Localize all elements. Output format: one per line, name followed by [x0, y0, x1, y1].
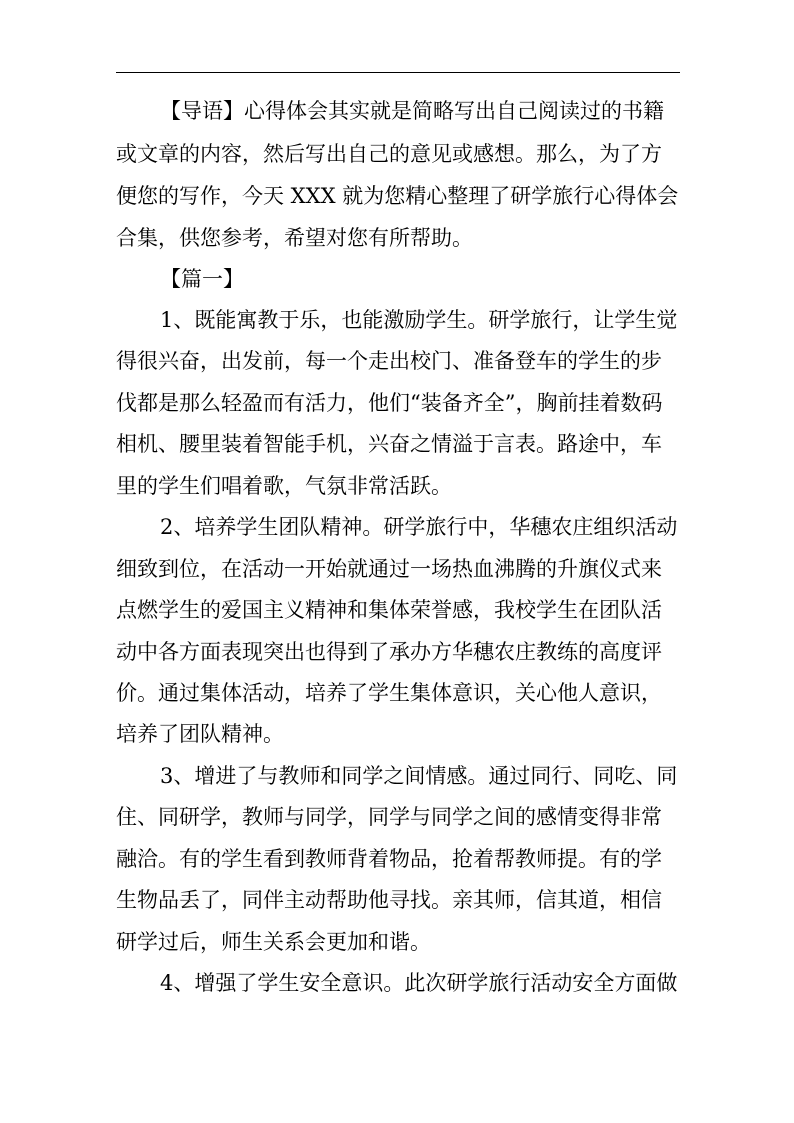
paragraph-line: 研学过后，师生关系会更加和谐。 — [116, 930, 431, 954]
paragraph-line: 融洽。有的学生看到教师背着物品，抢着帮教师提。有的学 — [116, 847, 662, 871]
intro-line: 【导语】心得体会其实就是简略写出自己阅读过的书籍 — [160, 99, 664, 123]
paragraph-line: 点燃学生的爱国主义精神和集体荣誉感，我校学生在团队活 — [116, 598, 662, 622]
section-heading: 【篇一】 — [160, 267, 244, 291]
paragraph-line: 细致到位，在活动一开始就通过一场热血沸腾的升旗仪式来 — [116, 557, 662, 581]
intro-line: 合集，供您参考，希望对您有所帮助。 — [116, 226, 473, 250]
paragraph-line: 相机、腰里装着智能手机，兴奋之情溢于言表。路途中，车 — [116, 432, 662, 456]
paragraph-line: 动中各方面表现突出也得到了承办方华穗农庄教练的高度评 — [116, 640, 662, 664]
paragraph-line: 3、增进了与教师和同学之间情感。通过同行、同吃、同 — [160, 764, 678, 788]
paragraph-line: 里的学生们唱着歌，气氛非常活跃。 — [116, 474, 452, 498]
paragraph-line: 得很兴奋，出发前，每一个走出校门、准备登车的学生的步 — [116, 349, 662, 373]
header-rule — [116, 72, 680, 73]
paragraph-line: 2、培养学生团队精神。研学旅行中，华穗农庄组织活动 — [160, 515, 678, 539]
paragraph-line: 生物品丢了，同伴主动帮助他寻找。亲其师，信其道，相信 — [116, 888, 662, 912]
intro-line: 便您的写作，今天 XXX 就为您精心整理了研学旅行心得体会 — [116, 184, 679, 208]
paragraph-line: 住、同研学，教师与同学，同学与同学之间的感情变得非常 — [116, 805, 662, 829]
paragraph-line: 伐都是那么轻盈而有活力，他们“装备齐全”，胸前挂着数码 — [116, 391, 663, 415]
paragraph-line: 1、既能寓教于乐，也能激励学生。研学旅行，让学生觉 — [160, 308, 678, 332]
paragraph-line: 培养了团队精神。 — [116, 722, 284, 746]
intro-line: 或文章的内容，然后写出自己的意见或感想。那么，为了方 — [116, 142, 662, 166]
paragraph-line: 价。通过集体活动，培养了学生集体意识，关心他人意识， — [116, 681, 662, 705]
paragraph-line: 4、增强了学生安全意识。此次研学旅行活动安全方面做 — [160, 971, 678, 995]
